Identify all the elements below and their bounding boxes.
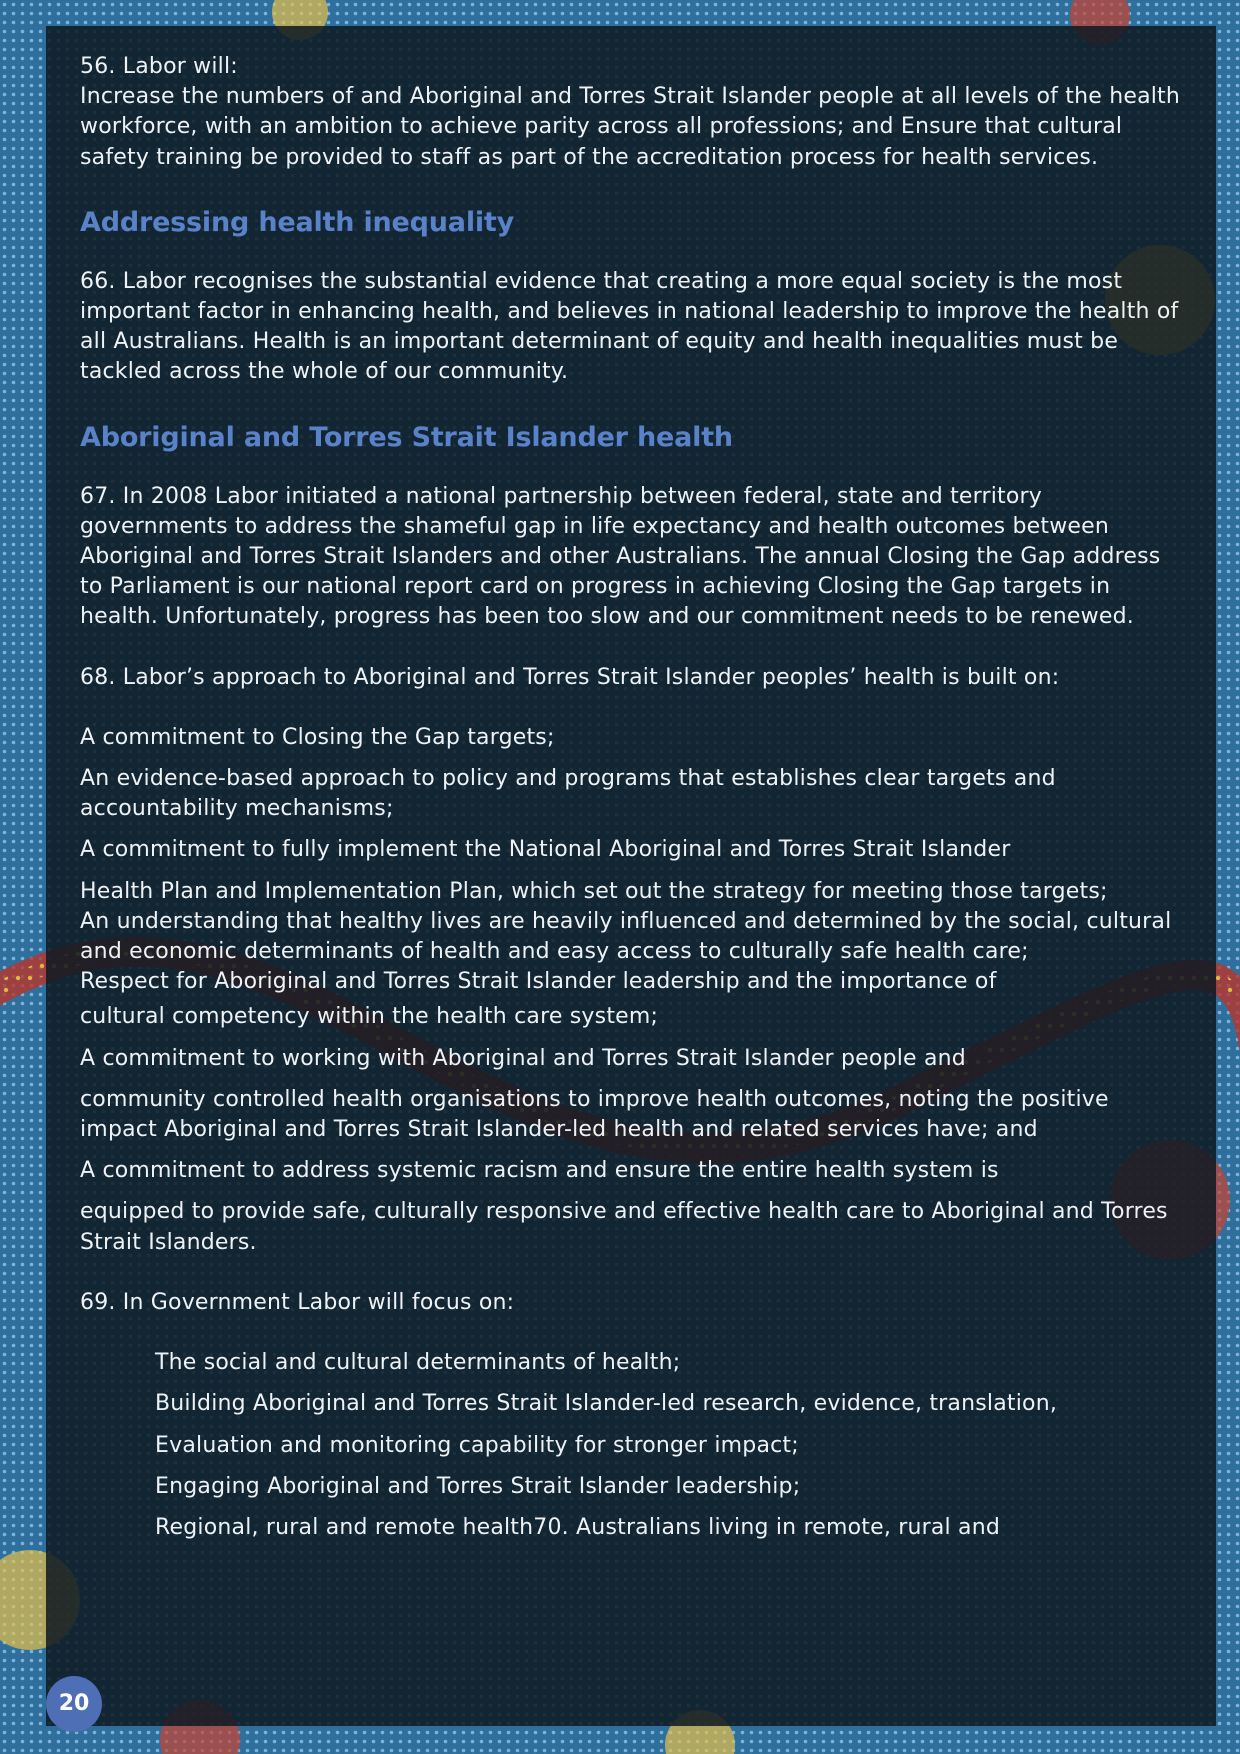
page-number-badge: 20: [46, 1676, 102, 1732]
list-item: An understanding that healthy lives are heavily influenced and determined by the social, cultural and economic determinants of health and easy access to culturally safe health care;: [80, 908, 1172, 965]
list-item: A commitment to working with Aboriginal and Torres Strait Islander people and: [80, 1045, 966, 1071]
list-item: A commitment to Closing the Gap targets;: [80, 724, 555, 750]
focus-item: The social and cultural determinants of health;: [155, 1350, 681, 1376]
item-69: 69. In Government Labor will focus on:: [80, 1289, 515, 1315]
list-item: equipped to provide safe, culturally responsive and effective health care to Aboriginal and Torres Strait Islanders.: [80, 1199, 1168, 1255]
focus-item: Evaluation and monitoring capability for stronger impact;: [155, 1432, 799, 1458]
item-56-text: Increase the numbers of and Aboriginal and Torres Strait Islander people at all levels of the health workforce, with an ambition to achieve parity across all professions; and Ensure that cultural safety training be provided to staff as part of the accreditation process for health services.: [80, 84, 1181, 170]
page-content: [80, 52, 1190, 1543]
list-item: Respect for Aboriginal and Torres Strait Islander leadership and the importance of: [80, 969, 997, 995]
item-56-intro: 56. Labor will:: [80, 54, 238, 79]
focus-item: Regional, rural and remote health70. Australians living in remote, rural and: [155, 1514, 1001, 1540]
item-68: 68. Labor’s approach to Aboriginal and Torres Strait Islander peoples’ health is built on:: [80, 664, 1060, 690]
list-item: community controlled health organisations to improve health outcomes, noting the positive impact Aboriginal and Torres Strait Islander-led health and related services have; and: [80, 1086, 1109, 1143]
list-item: An evidence-based approach to policy and programs that establishes clear targets and accountability mechanisms;: [80, 766, 1056, 822]
focus-item: Engaging Aboriginal and Torres Strait Islander leadership;: [155, 1473, 801, 1499]
list-item: Health Plan and Implementation Plan, which set out the strategy for meeting those targets;: [80, 878, 1108, 904]
list-item: A commitment to fully implement the National Aboriginal and Torres Strait Islander: [80, 837, 1011, 863]
item-66: 66. Labor recognises the substantial evidence that creating a more equal society is the most important factor in enhancing health, and believes in national leadership to improve the health of all Australians. Health is an important determinant of equity and health inequalities must be tackled across the whole of our community.: [80, 268, 1179, 385]
list-item: A commitment to address systemic racism and ensure the entire health system is: [80, 1158, 999, 1184]
item-67: 67. In 2008 Labor initiated a national partnership between federal, state and territory governments to address the shameful gap in life expectancy and health outcomes between Aboriginal and Torres Strait Islanders and other Australians. The annual Closing the Gap address to Parliament is our national report card on progress in achieving Closing the Gap targets in health. Unfortunately, progress has been too slow and our commitment needs to be renewed.: [80, 483, 1161, 630]
heading-addressing-health-inequality: Addressing health inequality: [80, 206, 515, 238]
list-item: cultural competency within the health care system;: [80, 1004, 659, 1030]
focus-item: Building Aboriginal and Torres Strait Islander-led research, evidence, translation,: [155, 1391, 1058, 1417]
heading-atsi-health: Aboriginal and Torres Strait Islander health: [80, 421, 733, 453]
